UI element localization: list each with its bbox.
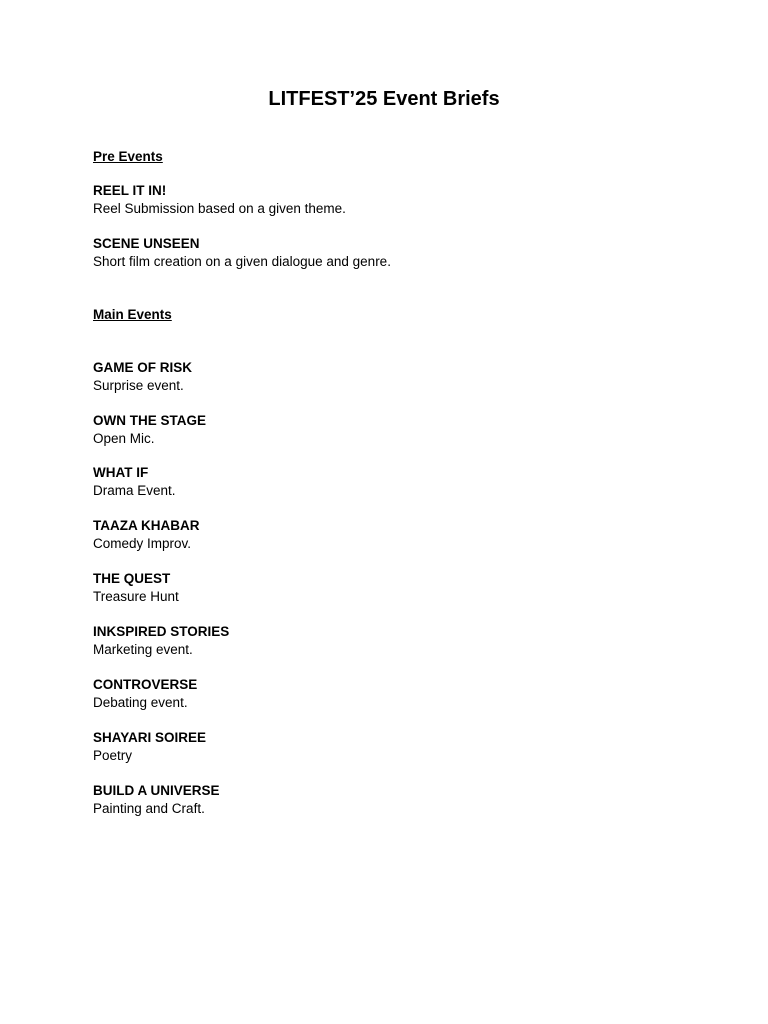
event-name: GAME OF RISK xyxy=(93,360,193,375)
event-the-quest xyxy=(93,570,179,606)
event-description: Painting and Craft. xyxy=(93,801,205,816)
event-build-a-universe xyxy=(93,782,220,818)
event-controverse xyxy=(93,676,197,712)
event-description: Comedy Improv. xyxy=(93,536,192,551)
event-name: REEL IT IN! xyxy=(93,183,167,198)
event-description: Reel Submission based on a given theme. xyxy=(93,201,346,216)
event-description: Surprise event. xyxy=(93,378,184,393)
event-name: SCENE UNSEEN xyxy=(93,236,200,251)
event-description: Drama Event. xyxy=(93,483,176,498)
event-shayari-soiree xyxy=(93,729,206,765)
event-description: Open Mic. xyxy=(93,431,155,446)
event-what-if xyxy=(93,464,176,500)
event-description: Poetry xyxy=(93,748,133,763)
document-title: LITFEST’25 Event Briefs xyxy=(268,88,500,110)
event-name: THE QUEST xyxy=(93,571,171,586)
event-description: Short film creation on a given dialogue and genre. xyxy=(93,254,391,269)
event-reel-it-in xyxy=(93,182,346,218)
event-name: BUILD A UNIVERSE xyxy=(93,783,220,798)
event-name: OWN THE STAGE xyxy=(93,413,206,428)
event-own-the-stage xyxy=(93,412,206,448)
event-taaza-khabar xyxy=(93,517,199,553)
event-scene-unseen xyxy=(93,235,391,271)
event-name: TAAZA KHABAR xyxy=(93,518,200,533)
event-description: Marketing event. xyxy=(93,642,193,657)
event-name: CONTROVERSE xyxy=(93,677,198,692)
event-description: Treasure Hunt xyxy=(93,589,179,604)
event-name: SHAYARI SOIREE xyxy=(93,730,207,745)
event-inkspired-stories xyxy=(93,623,229,659)
event-game-of-risk xyxy=(93,359,192,395)
event-name: WHAT IF xyxy=(93,465,149,480)
pre-events-heading: Pre Events xyxy=(93,149,163,164)
event-description: Debating event. xyxy=(93,695,188,710)
main-events-heading: Main Events xyxy=(93,307,172,322)
event-name: INKSPIRED STORIES xyxy=(93,624,230,639)
